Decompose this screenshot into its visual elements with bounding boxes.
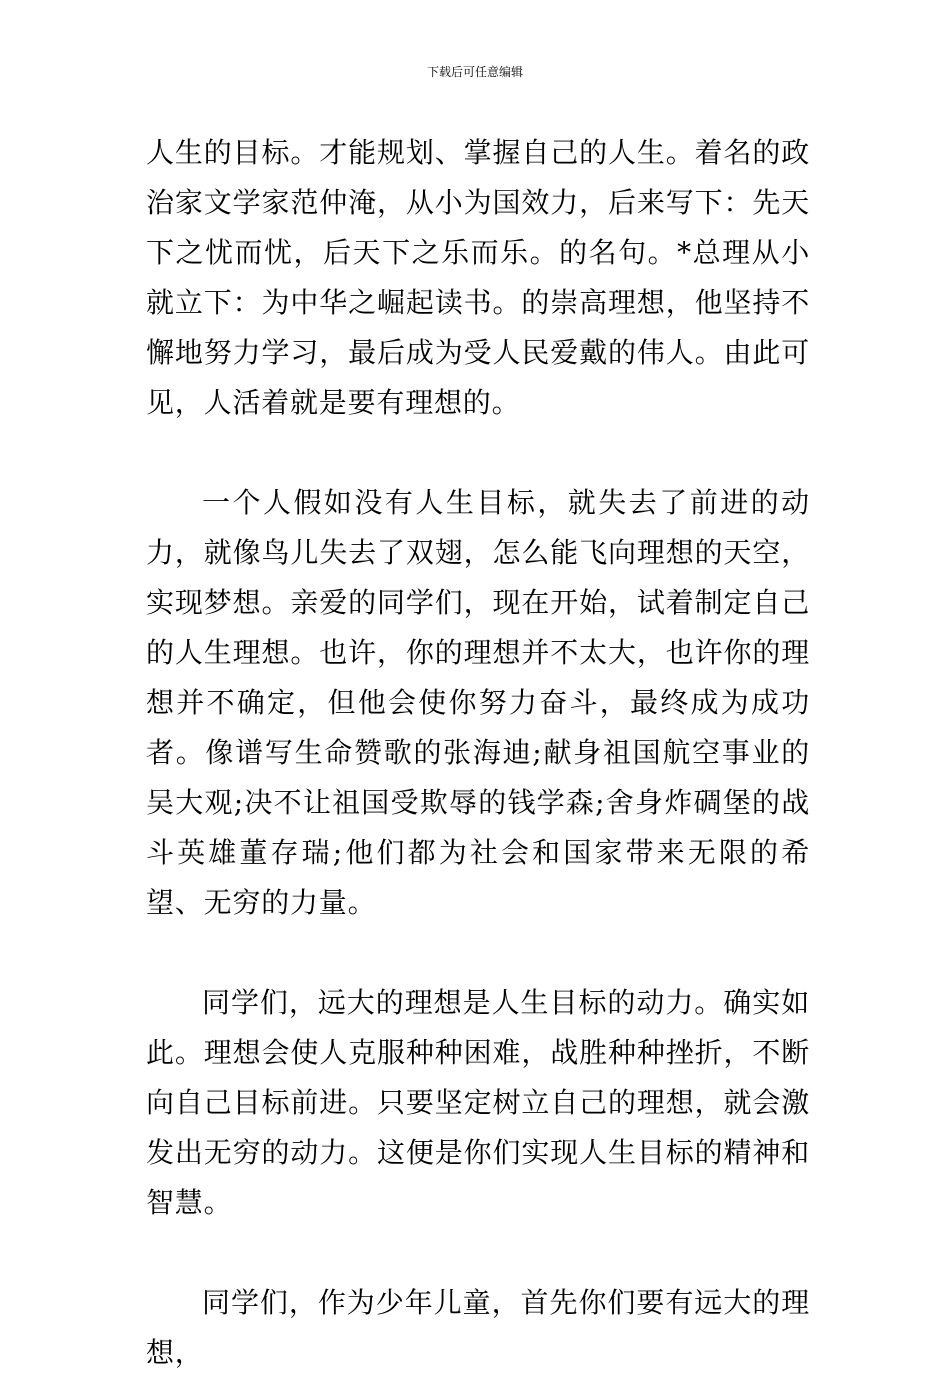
document-body xyxy=(146,128,810,1378)
paragraph-4: 同学们，作为少年儿童，首先你们要有远大的理想， xyxy=(146,1286,810,1369)
page-header: 下载后可任意编辑 xyxy=(426,65,523,79)
paragraph-1: 人生的目标。才能规划、掌握自己的人生。着名的政治家文学家范仲淹，从小为国效力，后来写下：先天下之忧而忧，后天下之乐而乐。的名句。*总理从小就立下：为中华之崛起读书。的崇高理想，他坚持不懈地努力学习，最后成为受人民爱戴的伟人。由此可见，人活着就是要有理想的。 xyxy=(146,136,810,419)
paragraph-3: 同学们，远大的理想是人生目标的动力。确实如此。理想会使人克服种种困难，战胜种种挫折，不断向自己目标前进。只要坚定树立自己的理想，就会激发出无穷的动力。这便是你们实现人生目标的精神和智慧。 xyxy=(146,986,810,1219)
paragraph-2: 一个人假如没有人生目标，就失去了前进的动力，就像鸟儿失去了双翅，怎么能飞向理想的天空，实现梦想。亲爱的同学们，现在开始，试着制定自己的人生理想。也许，你的理想并不太大，也许你的理想并不确定，但他会使你努力奋斗，最终成为成功者。像谱写生命赞歌的张海迪;献身祖国航空事业的吴大观;决不让祖国受欺辱的钱学森;舍身炸碉堡的战斗英雄董存瑞;他们都为社会和国家带来无限的希望、无穷的力量。 xyxy=(146,486,810,919)
